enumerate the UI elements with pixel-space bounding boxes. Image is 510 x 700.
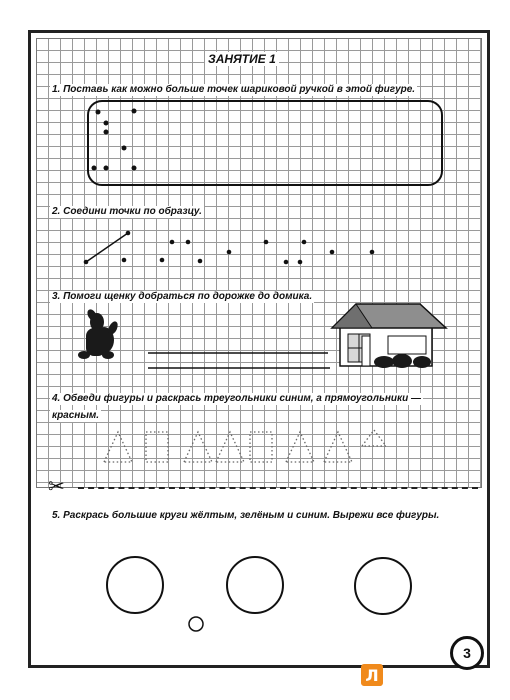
scissors-icon: ✂ xyxy=(48,476,65,498)
sample-line xyxy=(86,233,128,262)
puppy-icon xyxy=(78,308,120,359)
badge-letter: Л xyxy=(365,665,379,685)
page-number-circle xyxy=(450,636,484,670)
task-1-text: 1. Поставь как можно больше точек шариковой ручкой в этой фигуре. xyxy=(52,84,416,95)
small-circle[interactable] xyxy=(189,617,203,631)
task-2-text: 2. Соедини точки по образцу. xyxy=(52,206,202,217)
task-5-text: 5. Раскрась большие круги жёлтым, зелёным и синим. Вырежи все фигуры. xyxy=(52,510,440,521)
sample-dots xyxy=(92,109,137,171)
big-circle-3[interactable] xyxy=(355,558,411,614)
task-4-text: 4. Обведи фигуры и раскрась треугольники синим, а прямоугольники — xyxy=(52,393,421,404)
connect-dots-area[interactable] xyxy=(84,231,375,265)
task-4-text-cont: красным. xyxy=(52,410,100,421)
lesson-title: ЗАНЯТИЕ 1 xyxy=(205,52,279,66)
publisher-badge xyxy=(361,664,383,686)
cut-line xyxy=(78,487,478,489)
task-3-text: 3. Помоги щенку добраться по дорожке до домика. xyxy=(52,291,313,302)
dot-figure-rect[interactable] xyxy=(88,101,442,185)
big-circle-1[interactable] xyxy=(107,557,163,613)
page-number: 3 xyxy=(463,645,471,661)
trace-shapes[interactable] xyxy=(104,430,386,462)
house-icon xyxy=(332,304,446,368)
big-circle-2[interactable] xyxy=(227,557,283,613)
connect-dots xyxy=(84,231,375,265)
